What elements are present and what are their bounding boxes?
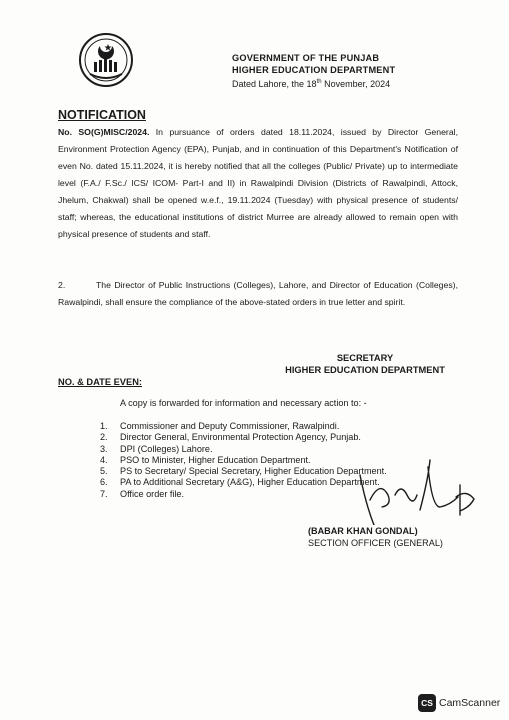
list-item: 5. PS to Secretary/ Special Secretary, Higher Education Department.	[100, 466, 387, 477]
reference-number: No. SO(G)MISC/2024.	[58, 127, 150, 137]
list-item: 7. Office order file.	[100, 488, 185, 499]
list-item: 4. PSO to Minister, Higher Education Department.	[100, 454, 311, 465]
list-item: 1. Commissioner and Deputy Commissioner, Rawalpindi.	[100, 421, 340, 431]
government-title: GOVERNMENT OF THE PUNJAB	[232, 53, 380, 63]
signer-block	[308, 525, 443, 549]
paragraph-2-number: 2.	[58, 280, 66, 290]
camscanner-logo-icon: CS	[418, 694, 436, 712]
list-item: 3. DPI (Colleges) Lahore.	[100, 443, 213, 454]
letterhead	[232, 52, 432, 90]
signer-name: (BABAR KHAN GONDAL)	[308, 526, 418, 536]
secretary-block	[250, 352, 480, 376]
notification-heading: NOTIFICATION	[58, 108, 146, 122]
paragraph-1	[58, 124, 458, 243]
paragraph-1-text: In pursuance of orders dated 18.11.2024, issued by Director General, Environment Protection Agency (EPA), Punjab, and in continuation of this Department's Notification of even No. dated 15.11.2024, it is hereby notified that all the colleges (Public/ Private) up to intermediate level (F.A./ F.Sc./ ICS/ ICOM- Part-I and II) in Rawalpindi Division (Districts of Rawalpindi, Attock, Jhelum, Chakwal) shall be opened w.e.f., 19.11.2024 (Tuesday) with physical presence of students/ staff; whereas, the educational institutions of district Murree are already allowed to remain open with physical presence of students and staff.	[58, 127, 458, 239]
list-item: 6. PA to Additional Secretary (A&G), Higher Education Department.	[100, 477, 380, 488]
list-item: 2. Director General, Environmental Protection Agency, Punjab.	[100, 432, 361, 443]
dated-line: Dated Lahore, the 18th November, 2024	[232, 79, 391, 89]
endorsement-intro: A copy is forwarded for information and necessary action to: -	[120, 398, 367, 408]
paragraph-2-text: The Director of Public Instructions (Colleges), Lahore, and Director of Education (Colleges), Rawalpindi, shall ensure the compliance of the above-stated orders in true letter and spirit.	[58, 280, 458, 307]
secretary-title: SECRETARY	[336, 353, 394, 363]
endorsement-heading: NO. & DATE EVEN:	[58, 377, 143, 387]
camscanner-text: CamScanner	[439, 697, 501, 709]
punjab-emblem-icon	[78, 32, 134, 88]
secretary-department: HIGHER EDUCATION DEPARTMENT	[285, 365, 445, 375]
paragraph-2	[58, 277, 458, 311]
department-title: HIGHER EDUCATION DEPARTMENT	[232, 65, 396, 75]
handwritten-signature	[340, 455, 490, 525]
signer-title: SECTION OFFICER (GENERAL)	[308, 538, 443, 548]
camscanner-watermark	[418, 694, 500, 712]
